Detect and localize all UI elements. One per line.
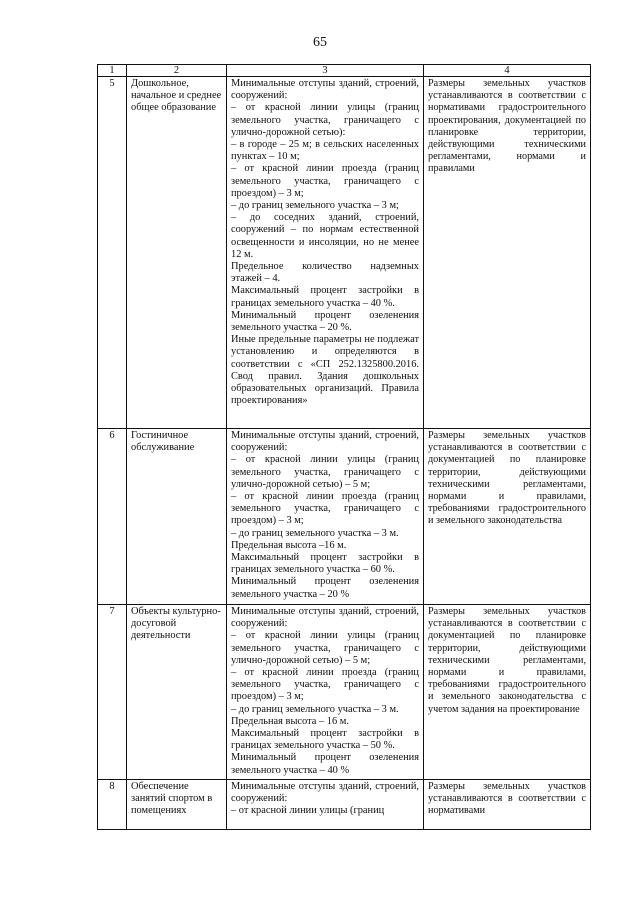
table-row — [98, 780, 591, 830]
parameter-line: – до границ земельного участка – 3 м; — [231, 200, 399, 212]
plot-sizes-cell — [424, 780, 591, 830]
parameter-line: – в городе – 25 м; в сельских населенных пунктах – 10 м; — [231, 139, 419, 163]
parameter-line: – от красной линии проезда (границ земельного участка, граничащего с проездом) – 3 м; — [231, 491, 419, 527]
column-header: 4 — [424, 65, 591, 77]
parameter-line: – от красной линии улицы (границ земельного участка, граничащего с улично-дорожной сетью): — [231, 102, 419, 138]
plot-sizes-cell — [424, 77, 591, 429]
parameter-line: Максимальный процент застройки в границах земельного участка – 50 %. — [231, 728, 419, 752]
parameter-line: Минимальный процент озеленения земельного участка – 40 % — [231, 752, 419, 776]
plot-sizes-text: Размеры земельных участков устанавливаются в соответствии с нормативами — [428, 781, 586, 817]
parameter-line: Предельная высота – 16 м. — [231, 715, 349, 727]
land-use-type: Объекты культурно-досуговой деятельности — [127, 605, 227, 780]
plot-sizes-text: Размеры земельных участков устанавливаются в соответствии с документацией по планировке территории, действующими техническими регламентами, нормами и правилами, требованиями градостроительного и земельного законодательства с учетом задания на проектирование — [428, 606, 586, 715]
parameters-cell — [227, 429, 424, 605]
table-row — [98, 605, 591, 780]
plot-sizes-text: Размеры земельных участков устанавливаются в соответствии с нормативами градостроительного проектирования, документацией по планировке территории, действующими техническими регламентами, нормами и правилами — [428, 78, 586, 175]
land-use-type: Обеспечение занятий спортом в помещениях — [127, 780, 227, 830]
plot-sizes-cell — [424, 605, 591, 780]
parameter-line: Минимальный процент озеленения земельного участка – 20 %. — [231, 309, 419, 334]
column-header: 3 — [227, 65, 424, 77]
row-number: 5 — [98, 77, 127, 429]
parameter-line: Минимальные отступы зданий, строений, сооружений: — [231, 78, 419, 102]
plot-sizes-text: Размеры земельных участков устанавливаются в соответствии с документацией по планировке территории, действующими техническими регламентами, нормами и правилами, требованиями градостроительного и земельного законодательства — [428, 430, 586, 527]
table-row — [98, 77, 591, 429]
parameter-line: – от красной линии улицы (границ земельного участка, граничащего с улично-дорожной сетью) – 5 м; — [231, 454, 419, 490]
parameter-line: Минимальные отступы зданий, строений, сооружений: — [231, 430, 419, 454]
land-use-type: Гостиничное обслуживание — [127, 429, 227, 605]
parameter-line: – до соседних зданий, строений, сооружений – по нормам естественной освещенности и инсоляции, но не менее 12 м. — [231, 212, 419, 260]
table-header-row — [98, 65, 591, 77]
parameter-line: – от красной линии проезда (границ земельного участка, граничащего с проездом) – 3 м; — [231, 163, 419, 199]
row-number: 8 — [98, 780, 127, 830]
parameter-line: – до границ земельного участка – 3 м. — [231, 703, 399, 715]
row-number: 7 — [98, 605, 127, 780]
parameter-line: Минимальный процент озеленения земельного участка – 20 % — [231, 576, 419, 600]
parameter-line: – от красной линии проезда (границ земельного участка, граничащего с проездом) – 3 м; — [231, 667, 419, 703]
row-number: 6 — [98, 429, 127, 605]
parameter-line: Максимальный процент застройки в границах земельного участка – 40 %. — [231, 285, 419, 309]
parameter-line: Иные предельные параметры не подлежат установлению и определяются в соответствии с «СП 252.1325800.2016. Свод правил. Здания дошкольных образовательных организаций. Правила проектирования» — [231, 334, 419, 407]
parameter-line: Минимальные отступы зданий, строений, сооружений: — [231, 606, 419, 630]
parameters-cell — [227, 780, 424, 830]
parameter-line: – от красной линии улицы (границ — [231, 805, 385, 817]
column-header: 2 — [127, 65, 227, 77]
table-row — [98, 429, 591, 605]
parameter-line: – до границ земельного участка – 3 м. — [231, 527, 399, 539]
parameter-line: Минимальные отступы зданий, строений, сооружений: — [231, 781, 419, 805]
parameters-cell — [227, 605, 424, 780]
column-header: 1 — [98, 65, 127, 77]
parameters-cell — [227, 77, 424, 429]
land-use-type: Дошкольное, начальное и среднее общее образование — [127, 77, 227, 429]
parameter-line: Предельное количество надземных этажей – 4. — [231, 261, 419, 285]
parameter-line: Предельная высота –16 м. — [231, 539, 347, 551]
regulations-table — [97, 64, 591, 830]
parameter-line: – от красной линии улицы (границ земельного участка, граничащего с улично-дорожной сетью) – 5 м; — [231, 630, 419, 666]
page-number: 65 — [313, 35, 327, 50]
parameter-line: Максимальный процент застройки в границах земельного участка – 60 %. — [231, 552, 419, 576]
plot-sizes-cell — [424, 429, 591, 605]
